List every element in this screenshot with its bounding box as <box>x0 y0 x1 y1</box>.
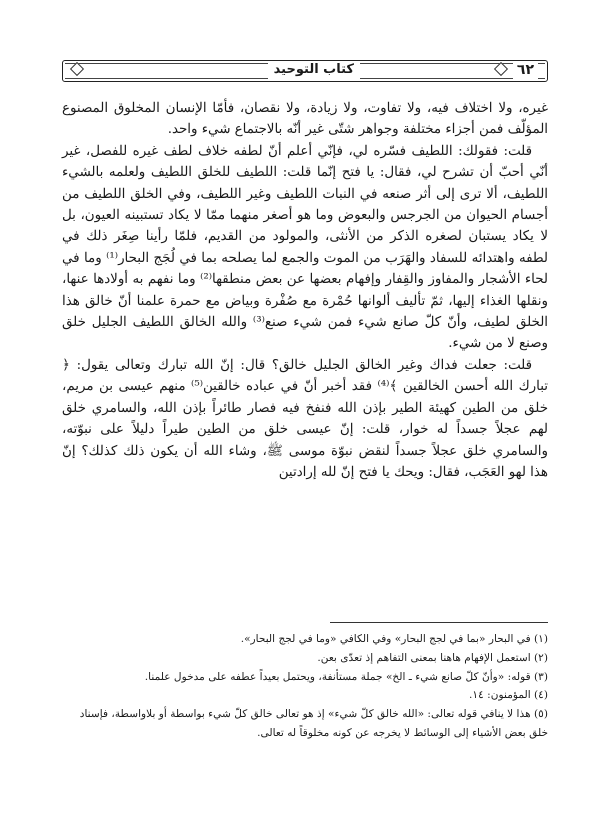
footnote: (٤) المؤمنون: ١٤. <box>469 689 548 702</box>
paragraph: قلت: جعلت فداك وغير الخالق الجليل خالق؟ قال: إنّ الله تبارك وتعالى يقول: ﴿ تبارك الله أحسن الخالقين ﴾⁽⁴⁾ فقد أخبر أنّ في عباده خالقين⁽⁵⁾ منهم عيسى بن مريم، خلق من الطين كهيئة الطير بإذن الله فنفخ فيه فصار طائراً بإذن الله، والسامري خلق لهم عجلاً جسداً له خوار، قلت: إنّ عيسى خلق من الطين طيراً دليلاً على نبوّته، والسامري خلق عجلاً جسداً لنقض نبوّة موسى ﷺ، وشاء الله أن يكون ذلك كذلك؟ إنّ هذا لهو العَجَب، فقال: ويحك يا فتح إنّ لله إرادتين <box>62 357 548 480</box>
footnote: (١) في البحار «بما في لجج البحار» وفي الكافي «وما في لجج البحار». <box>240 633 548 645</box>
main-text <box>62 98 548 483</box>
page-number: ٦٢ <box>513 61 538 79</box>
footnote: (٢) استعمل الإفهام هاهنا بمعنى التفاهم إذ تعدّى بعن. <box>317 651 548 664</box>
paragraph: غيره، ولا اختلاف فيه، ولا تفاوت، ولا زيادة، ولا نقصان، فأمّا الإنسان المخلوق المصنوع المؤلّف فمن أجزاء مختلفة وجواهر شتّى غير أنّه بالاجتماع شيء واحد. <box>62 101 548 138</box>
footnote: (٣) قوله: «وأنّ كلّ صانع شيء ـ الخ» جملة مستأنفة، ويحتمل بعيداً عطفه على مدخول علمنا. <box>144 670 548 683</box>
paragraph: قلت: فقولك: اللطيف فسّره لي، فإنّي أعلم أنّ لطفه خلاف لطف غيره للفصل، غير أنّي أحبّ أن تشرح لي، فقال: يا فتح إنّما قلت: اللطيف للخلق اللطيف ولعلمه بالشيء اللطيف، ألا ترى إلى أثر صنعه في النبات اللطيف وغير اللطيف، وفي الخلق اللطيف من أجسام الحيوان من الجرجس والبعوض وما هو أصغر منهما ممّا لا يكاد تستبينه العيون، بل لا يكاد يستبان لصغره الذكر من الأنثى، والمولود من القديم، فلمّا رأينا صِغَر ذلك في لطفه واهتدائه للسفاد والهَرَب من الموت والجمع لما يصلحه بما في لُجَج البحار⁽¹⁾ وما في لحاء الأشجار والمفاوز والقِفار وإفهام بعضها عن بعض منطقها⁽²⁾ وما نفهم به أولادها عنها، ونقلها الغذاء إليها، ثمّ تأليف ألوانها حُمْرة مع صُفْرة وبياض مع حمرة علمنا أنّ خالق هذا الخلق لطيف، وأنّ كلّ صانع شيء فمن شيء صنع⁽³⁾ والله الخالق اللطيف الجليل خلق وصنع لا من شيء. <box>62 143 548 352</box>
footnotes <box>62 630 548 743</box>
footnote: (٥) هذا لا ينافي قوله تعالى: «الله خالق كلّ شيء» إذ هو تعالى خالق كلّ شيء بواسطة أو بلاواسطة، فإسناد خلق بعض الأشياء إلى الوسائط لا يخرجه عن كونه مخلوقاً له تعالى. <box>79 708 548 739</box>
book-title: كتاب التوحيد <box>268 61 360 79</box>
footnote-divider <box>330 622 548 623</box>
running-header <box>62 60 548 84</box>
